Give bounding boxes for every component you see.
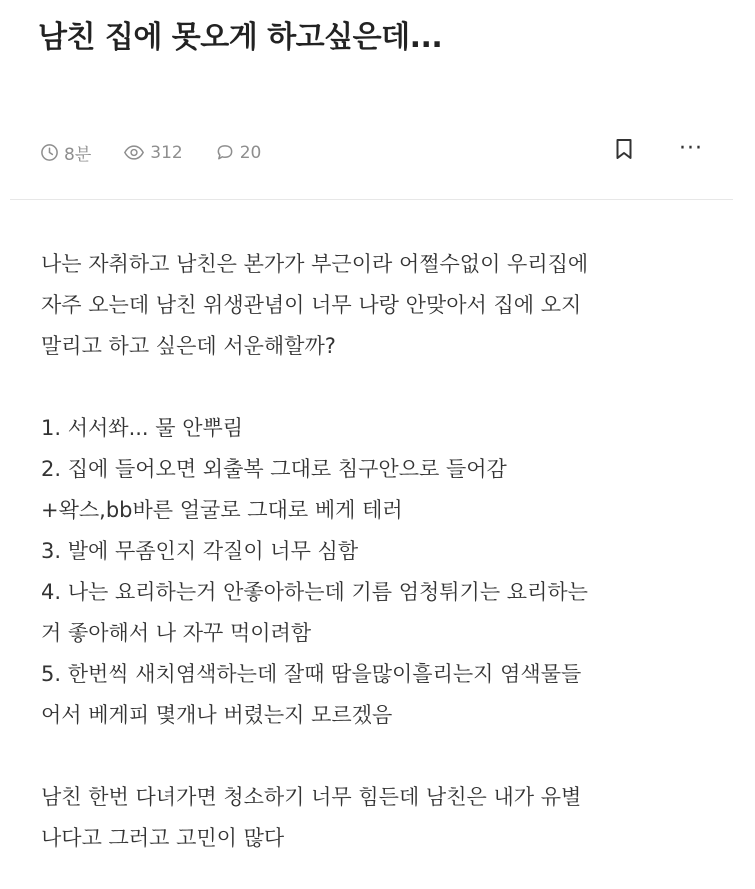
comments-meta <box>215 143 262 163</box>
comments-count: 20 <box>239 142 262 163</box>
time-text: 8분 <box>64 145 92 165</box>
list-item: 5. 한번씩 새치염색하는데 잘때 땀을많이흘리는지 염색물들 <box>41 662 582 686</box>
body-line: 나는 자취하고 남친은 본가가 부근이라 어쩔수없이 우리집에 <box>41 252 589 276</box>
list-item: +왁스,bb바른 얼굴로 그대로 베게 테러 <box>41 498 403 522</box>
header-divider <box>10 199 733 200</box>
body-line: 말리고 하고 싶은데 서운해할까? <box>41 334 336 358</box>
comment-icon <box>215 143 235 162</box>
body-line: 자주 오는데 남친 위생관념이 너무 나랑 안맞아서 집에 오지 <box>41 293 582 317</box>
post-actions <box>615 138 703 160</box>
list-item: 어서 베게피 몇개나 버렸는지 모르겠음 <box>41 703 393 727</box>
list-item: 4. 나는 요리하는거 안좋아하는데 기름 엄청튀기는 요리하는 <box>41 580 588 604</box>
more-button[interactable] <box>679 138 703 160</box>
list-item: 3. 발에 무좀인지 각질이 너무 심함 <box>41 539 359 563</box>
time-meta <box>40 140 91 165</box>
list-item: 1. 서서쏴... 물 안뿌림 <box>41 416 244 440</box>
post-title: 남친 집에 못오게 하고싶은데... <box>38 20 443 55</box>
list-item: 2. 집에 들어오면 외출복 그대로 침구안으로 들어감 <box>41 457 507 481</box>
bookmark-icon <box>615 138 633 160</box>
views-count: 312 <box>150 142 183 163</box>
paragraph-gap <box>41 736 731 777</box>
bookmark-button[interactable] <box>615 138 633 160</box>
body-line: 나다고 그러고 고민이 많다 <box>41 826 285 850</box>
list-item: 거 좋아해서 나 자꾸 먹이려함 <box>41 621 312 645</box>
more-icon: ··· <box>679 136 703 161</box>
post-body <box>41 244 731 859</box>
post-meta <box>40 140 293 165</box>
views-meta <box>123 143 182 163</box>
paragraph-gap <box>41 367 731 408</box>
body-line: 남친 한번 다녀가면 청소하기 너무 힘든데 남친은 내가 유별 <box>41 785 582 809</box>
clock-icon <box>40 143 59 162</box>
eye-icon <box>123 143 145 162</box>
